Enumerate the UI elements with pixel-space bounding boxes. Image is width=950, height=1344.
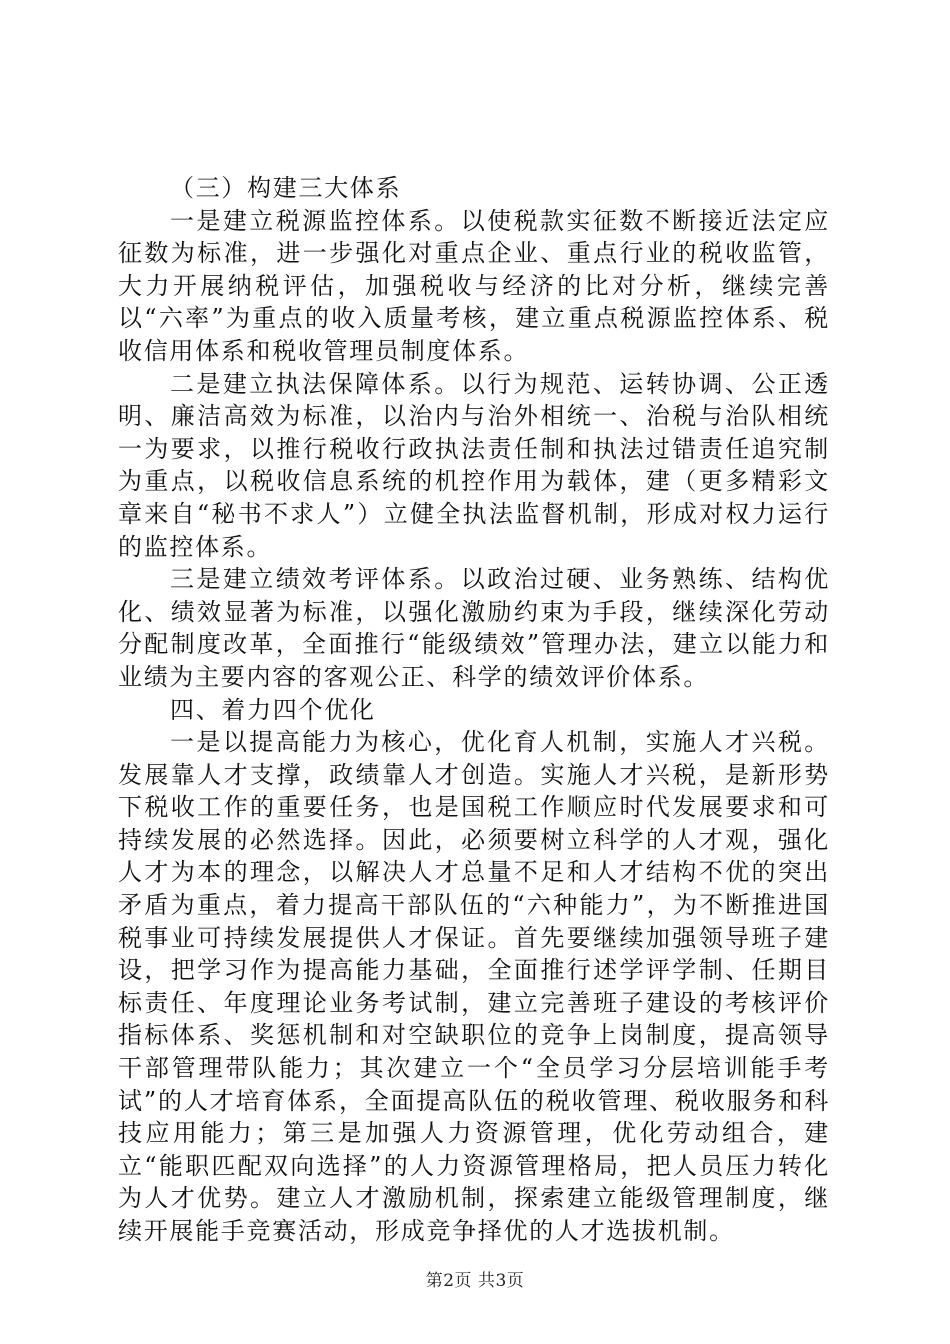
page-footer [0,1270,950,1292]
document-body [118,172,830,1248]
paragraph-tax-source-monitoring: 一是建立税源监控体系。以使税款实征数不断接近法定应征数为标准，进一步强化对重点企业、重点行业的税收监管，大力开展纳税评估，加强税收与经济的比对分析，继续完善以“六率”为重点的收入质量考核，建立重点税源监控体系、税收信用体系和税收管理员制度体系。 [118,206,830,365]
paragraph-performance-evaluation: 三是建立绩效考评体系。以政治过硬、业务熟练、结构优化、绩效显著为标准，以强化激励约束为手段，继续深化劳动分配制度改革，全面推行“能级绩效”管理办法，建立以能力和业绩为主要内容的客观公正、科学的绩效评价体系。 [118,565,830,691]
page-number-label: 第2页 共3页 [425,1271,525,1291]
paragraph-law-enforcement-guarantee: 二是建立执法保障体系。以行为规范、运转协调、公正透明、廉洁高效为标准，以治内与治外相统一、治税与治队相统一为要求，以推行税收行政执法责任制和执法过错责任追究制为重点，以税收信息系统的机控作用为载体，建（更多精彩文章来自“秘书不求人”）立健全执法监督机制，形成对权力运行的监控体系。 [118,369,830,561]
paragraph-section-heading-3: （三）构建三大体系 [170,174,402,202]
paragraph-talent-mechanism: 一是以提高能力为核心，优化育人机制，实施人才兴税。发展靠人才支撑，政绩靠人才创造。实施人才兴税，是新形势下税收工作的重要任务，也是国税工作顺应时代发展要求和可持续发展的必然选择。因此，必须要树立科学的人才观，强化人才为本的理念，以解决人才总量不足和人才结构不优的突出矛盾为重点，着力提高干部队伍的“六种能力”，为不断推进国税事业可持续发展提供人才保证。首先要继续加强领导班子建设，把学习作为提高能力基础，全面推行述学评学制、任期目标责任、年度理论业务考试制，建立完善班子建设的考核评价指标体系、奖惩机制和对空缺职位的竞争上岗制度，提高领导干部管理带队能力；其次建立一个“全员学习分层培训能手考试”的人才培育体系，全面提高队伍的税收管理、税收服务和科技应用能力；第三是加强人力资源管理，优化劳动组合，建立“能职匹配双向选择”的人力资源管理格局，把人员压力转化为人才优势。建立人才激励机制，探索建立能级管理制度，继续开展能手竞赛活动，形成竞争择优的人才选拔机制。 [118,728,830,1245]
paragraph-section-heading-4: 四、着力四个优化 [170,695,376,724]
